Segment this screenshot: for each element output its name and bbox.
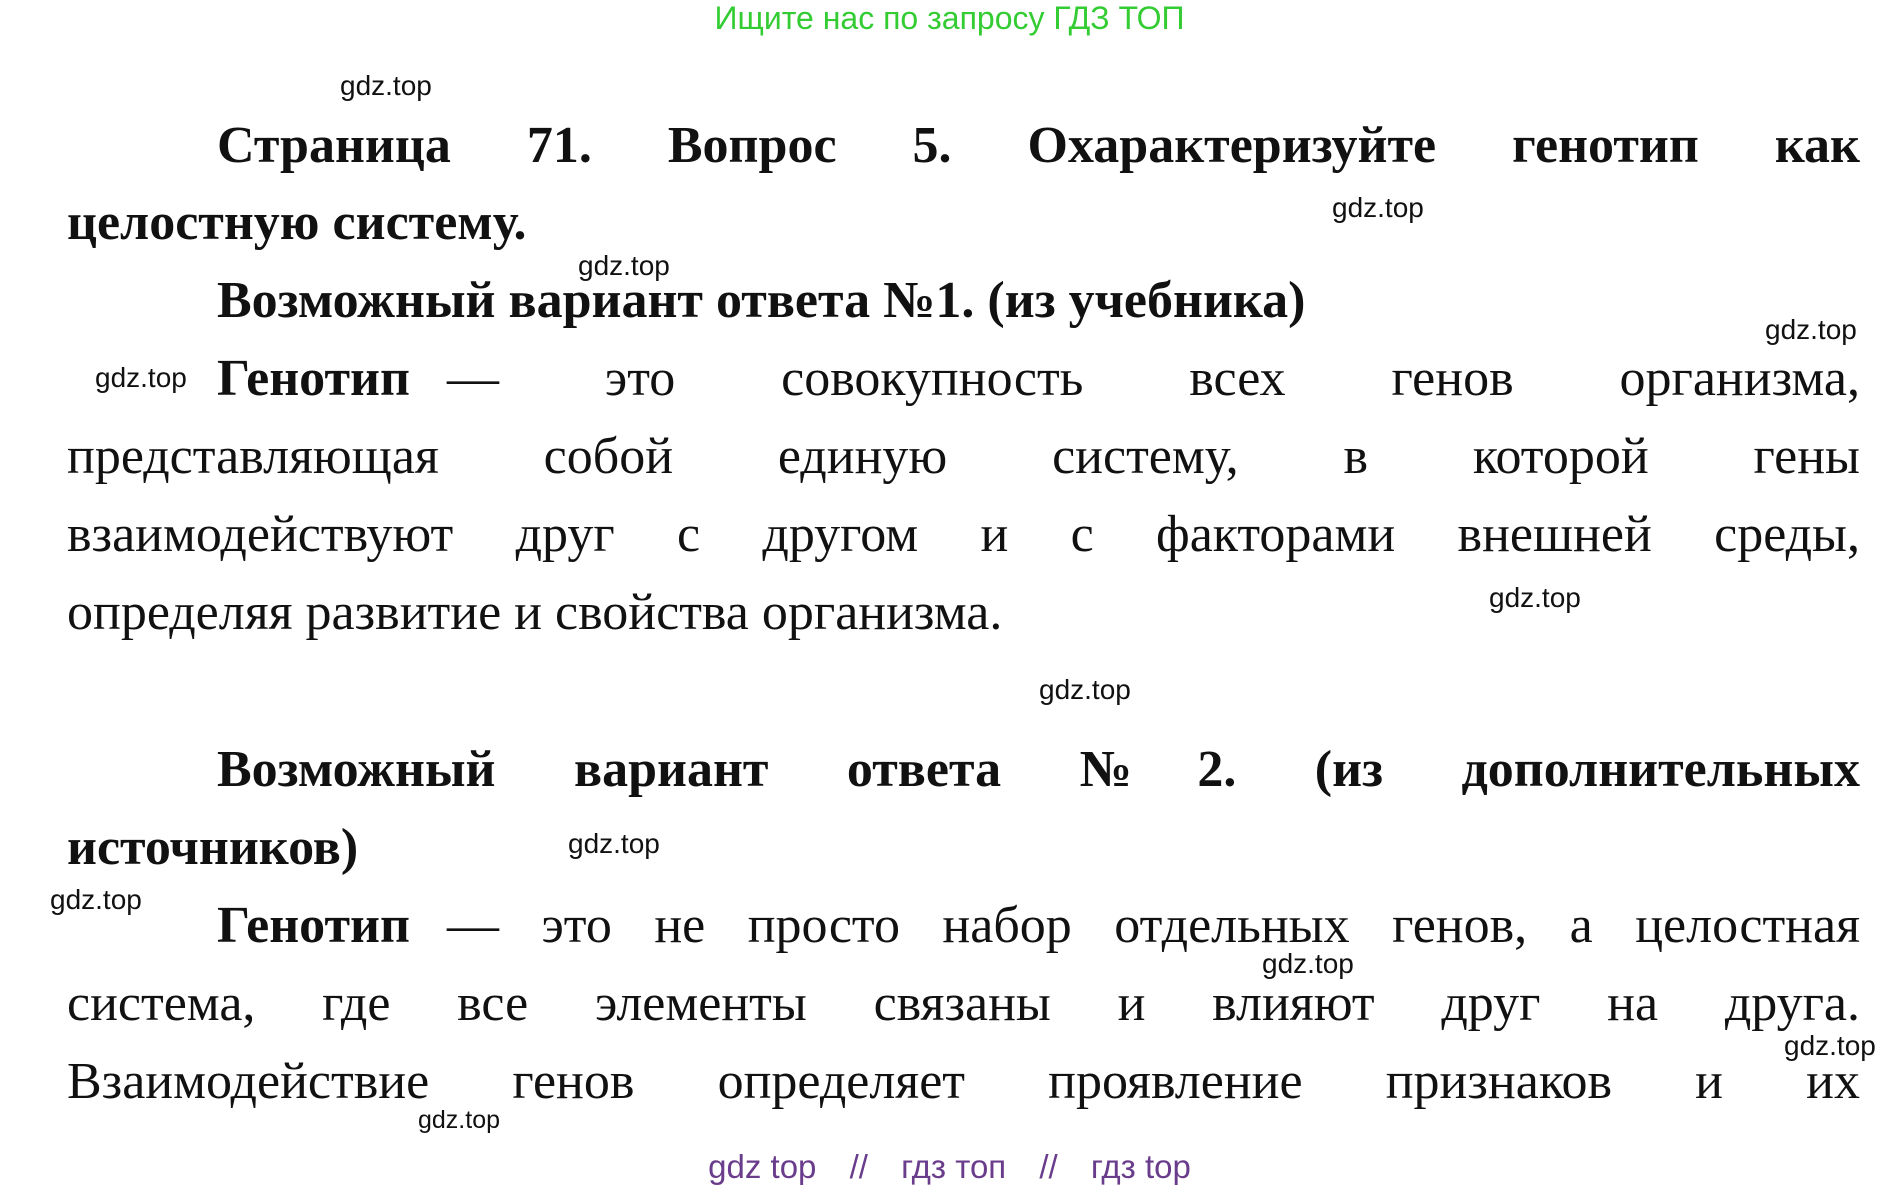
answer2-line-3: Взаимодействие генов определяет проявление признаков и их: [67, 1053, 1860, 1110]
answer2-heading-line-1: Возможный вариант ответа №2. (из дополнительных: [217, 741, 1860, 798]
answer2-line-1-rest: — это не просто набор отдельных генов, а целостная: [447, 897, 1860, 954]
answer2-line-1: [67, 895, 1860, 957]
answer1-term: Генотип: [217, 350, 410, 407]
footer-link-gdz-top-mixed[interactable]: гдз top: [1090, 1148, 1191, 1185]
question-title-line-1: Страница 71. Вопрос 5. Охарактеризуйте генотип как: [217, 117, 1860, 174]
answer1-line-1-rest: — это совокупность всех генов организма,: [447, 350, 1860, 407]
footer-link-gdz-top-ru[interactable]: гдз топ: [901, 1148, 1007, 1185]
answer1-line-4: определяя развитие и свойства организма.: [67, 584, 1003, 641]
footer-links: [0, 1148, 1899, 1186]
footer-separator: //: [849, 1148, 868, 1185]
watermark: gdz.top: [50, 884, 142, 915]
question-title-line-2: целостную систему.: [67, 194, 527, 251]
answer1-line-3: взаимодействуют друг с другом и с факторами внешней среды,: [67, 506, 1860, 563]
answer1-line-2: представляющая собой единую систему, в которой гены: [67, 428, 1860, 485]
watermark: gdz.top: [1039, 674, 1131, 705]
watermark: gdz.top: [418, 1106, 501, 1134]
answer2-heading-line-2: источников): [67, 819, 359, 876]
watermark: gdz.top: [568, 828, 660, 859]
answer2-line-2: система, где все элементы связаны и влияют друг на друга.: [67, 975, 1860, 1032]
watermark: gdz.top: [95, 362, 187, 393]
watermark: gdz.top: [1262, 948, 1354, 979]
watermark: gdz.top: [1332, 192, 1424, 223]
answer1-heading: Возможный вариант ответа №1. (из учебника): [217, 272, 1306, 329]
watermark: gdz.top: [578, 250, 670, 281]
search-banner: Ищите нас по запросу ГДЗ ТОП: [714, 0, 1185, 36]
watermark: gdz.top: [1765, 314, 1857, 345]
answer1-line-1: [67, 348, 1860, 410]
watermark: gdz.top: [340, 70, 432, 101]
footer-separator: //: [1039, 1148, 1058, 1185]
footer-link-gdz-top[interactable]: gdz top: [708, 1148, 817, 1185]
answer2-term: Генотип: [217, 897, 410, 954]
watermark: gdz.top: [1784, 1030, 1876, 1061]
watermark: gdz.top: [1489, 582, 1581, 613]
